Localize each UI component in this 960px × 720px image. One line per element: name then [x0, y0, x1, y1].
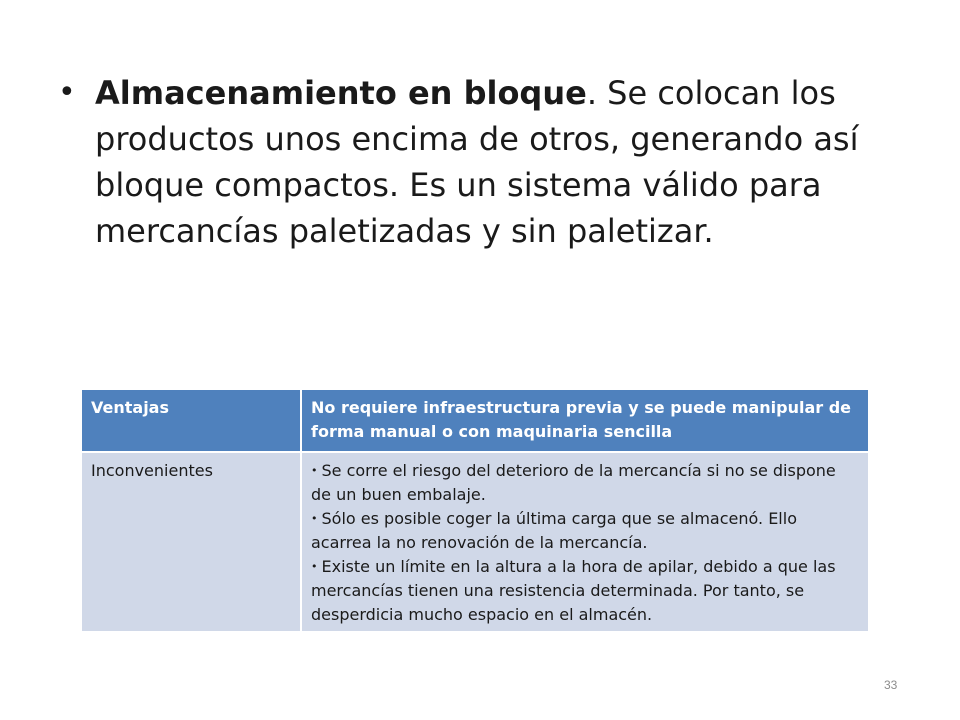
- list-item-text: Existe un límite en la altura a la hora de apilar, debido a que las mercancías tienen una resistencia determinada. Por tanto, se desperdicia mucho espacio en el almacén.: [311, 557, 836, 624]
- page-number: 33: [884, 678, 898, 692]
- list-item-text: Se corre el riesgo del deterioro de la mercancía si no se dispone de un buen embalaje.: [311, 461, 836, 504]
- inconvenientes-list: [301, 452, 868, 631]
- bullet-text: [95, 70, 878, 254]
- bullet-body: . Se colocan los productos unos encima de otros, generando así bloque compactos. Es un sistema válido para mercancías paletizadas y sin paletizar.: [95, 74, 859, 250]
- bullet-dot-icon: •: [311, 464, 318, 477]
- bullet-dot-icon: •: [58, 75, 76, 110]
- main-bullet: [58, 70, 878, 254]
- list-item-text: Sólo es posible coger la última carga que se almacenó. Ello acarrea la no renovación de la mercancía.: [311, 509, 797, 552]
- table-row-ventajas: [82, 390, 868, 452]
- table-row-inconvenientes: [82, 452, 868, 631]
- list-item: [311, 507, 860, 555]
- list-item: [311, 459, 860, 507]
- pros-cons-table: [82, 390, 868, 631]
- bullet-dot-icon: •: [311, 512, 318, 525]
- ventajas-label: Ventajas: [82, 390, 301, 452]
- list-item: [311, 555, 860, 627]
- bullet-dot-icon: •: [311, 560, 318, 573]
- ventajas-value: No requiere infraestructura previa y se puede manipular de forma manual o con maquinaria sencilla: [301, 390, 868, 452]
- inconvenientes-label: Inconvenientes: [82, 452, 301, 631]
- bullet-lead: Almacenamiento en bloque: [95, 74, 587, 112]
